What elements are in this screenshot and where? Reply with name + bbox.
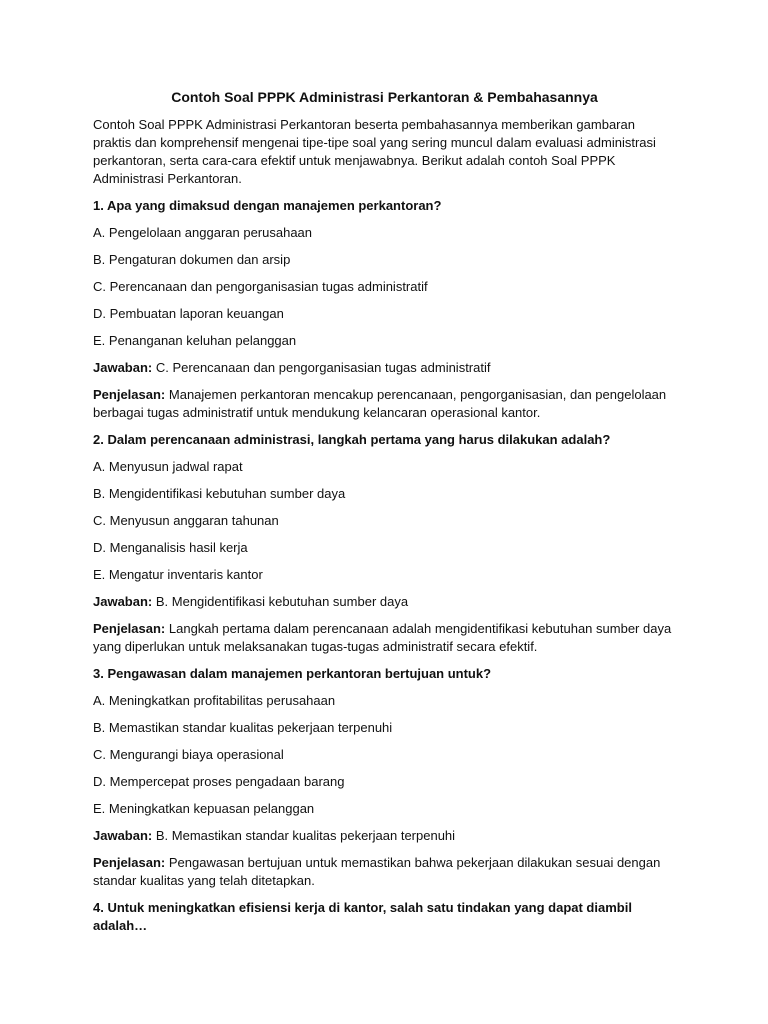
option-a: A. Meningkatkan profitabilitas perusahaan — [93, 693, 336, 708]
question-text: 3. Pengawasan dalam manajemen perkantoran bertujuan untuk? — [93, 666, 492, 681]
explanation-text: Pengawasan bertujuan untuk memastikan bahwa pekerjaan dilakukan sesuai dengan standar kualitas yang telah ditetapkan. — [93, 855, 661, 888]
answer-line — [93, 827, 676, 845]
answer-label: Jawaban: — [93, 828, 153, 843]
explanation-label: Penjelasan: — [93, 855, 166, 870]
option-d: D. Mempercepat proses pengadaan barang — [93, 774, 345, 789]
option-d: D. Pembuatan laporan keuangan — [93, 306, 284, 321]
question-block-2 — [93, 431, 676, 656]
option-c: C. Mengurangi biaya operasional — [93, 747, 284, 762]
question-block-3 — [93, 665, 676, 890]
answer-label: Jawaban: — [93, 360, 153, 375]
answer-text: B. Mengidentifikasi kebutuhan sumber daya — [155, 594, 409, 609]
explanation-label: Penjelasan: — [93, 621, 166, 636]
explanation-text: Langkah pertama dalam perencanaan adalah mengidentifikasi kebutuhan sumber daya yang diperlukan untuk melaksanakan tugas-tugas administratif secara efektif. — [93, 621, 672, 654]
question-block-1 — [93, 197, 676, 422]
answer-text: C. Perencanaan dan pengorganisasian tugas administratif — [155, 360, 491, 375]
option-d: D. Menganalisis hasil kerja — [93, 540, 248, 555]
option-a: A. Pengelolaan anggaran perusahaan — [93, 225, 313, 240]
intro-paragraph: Contoh Soal PPPK Administrasi Perkantoran beserta pembahasannya memberikan gambaran praktis dan komprehensif mengenai tipe-tipe soal yang sering muncul dalam evaluasi administrasi perkantoran, serta cara-cara efektif untuk menjawabnya. Berikut adalah contoh Soal PPPK Administrasi Perkantoran. — [93, 117, 656, 186]
answer-line — [93, 593, 676, 611]
question-block-4 — [93, 899, 676, 935]
question-text: 4. Untuk meningkatkan efisiensi kerja di kantor, salah satu tindakan yang dapat diambil adalah… — [93, 900, 632, 933]
question-text: 1. Apa yang dimaksud dengan manajemen perkantoran? — [93, 198, 442, 213]
explanation-label: Penjelasan: — [93, 387, 166, 402]
document-title: Contoh Soal PPPK Administrasi Perkantoran & Pembahasannya — [171, 89, 598, 105]
option-b: B. Pengaturan dokumen dan arsip — [93, 252, 291, 267]
option-c: C. Menyusun anggaran tahunan — [93, 513, 279, 528]
answer-line — [93, 359, 676, 377]
option-b: B. Memastikan standar kualitas pekerjaan terpenuhi — [93, 720, 393, 735]
option-e: E. Penanganan keluhan pelanggan — [93, 333, 297, 348]
option-e: E. Mengatur inventaris kantor — [93, 567, 263, 582]
option-a: A. Menyusun jadwal rapat — [93, 459, 243, 474]
explanation-text: Manajemen perkantoran mencakup perencanaan, pengorganisasian, dan pengelolaan berbagai tugas administratif untuk mendukung kelancaran operasional kantor. — [93, 387, 667, 420]
answer-label: Jawaban: — [93, 594, 153, 609]
option-b: B. Mengidentifikasi kebutuhan sumber daya — [93, 486, 346, 501]
option-e: E. Meningkatkan kepuasan pelanggan — [93, 801, 315, 816]
explanation-line — [93, 386, 676, 422]
explanation-line — [93, 854, 676, 890]
answer-text: B. Memastikan standar kualitas pekerjaan terpenuhi — [155, 828, 456, 843]
option-c: C. Perencanaan dan pengorganisasian tugas administratif — [93, 279, 428, 294]
explanation-line — [93, 620, 676, 656]
question-text: 2. Dalam perencanaan administrasi, langkah pertama yang harus dilakukan adalah? — [93, 432, 611, 447]
